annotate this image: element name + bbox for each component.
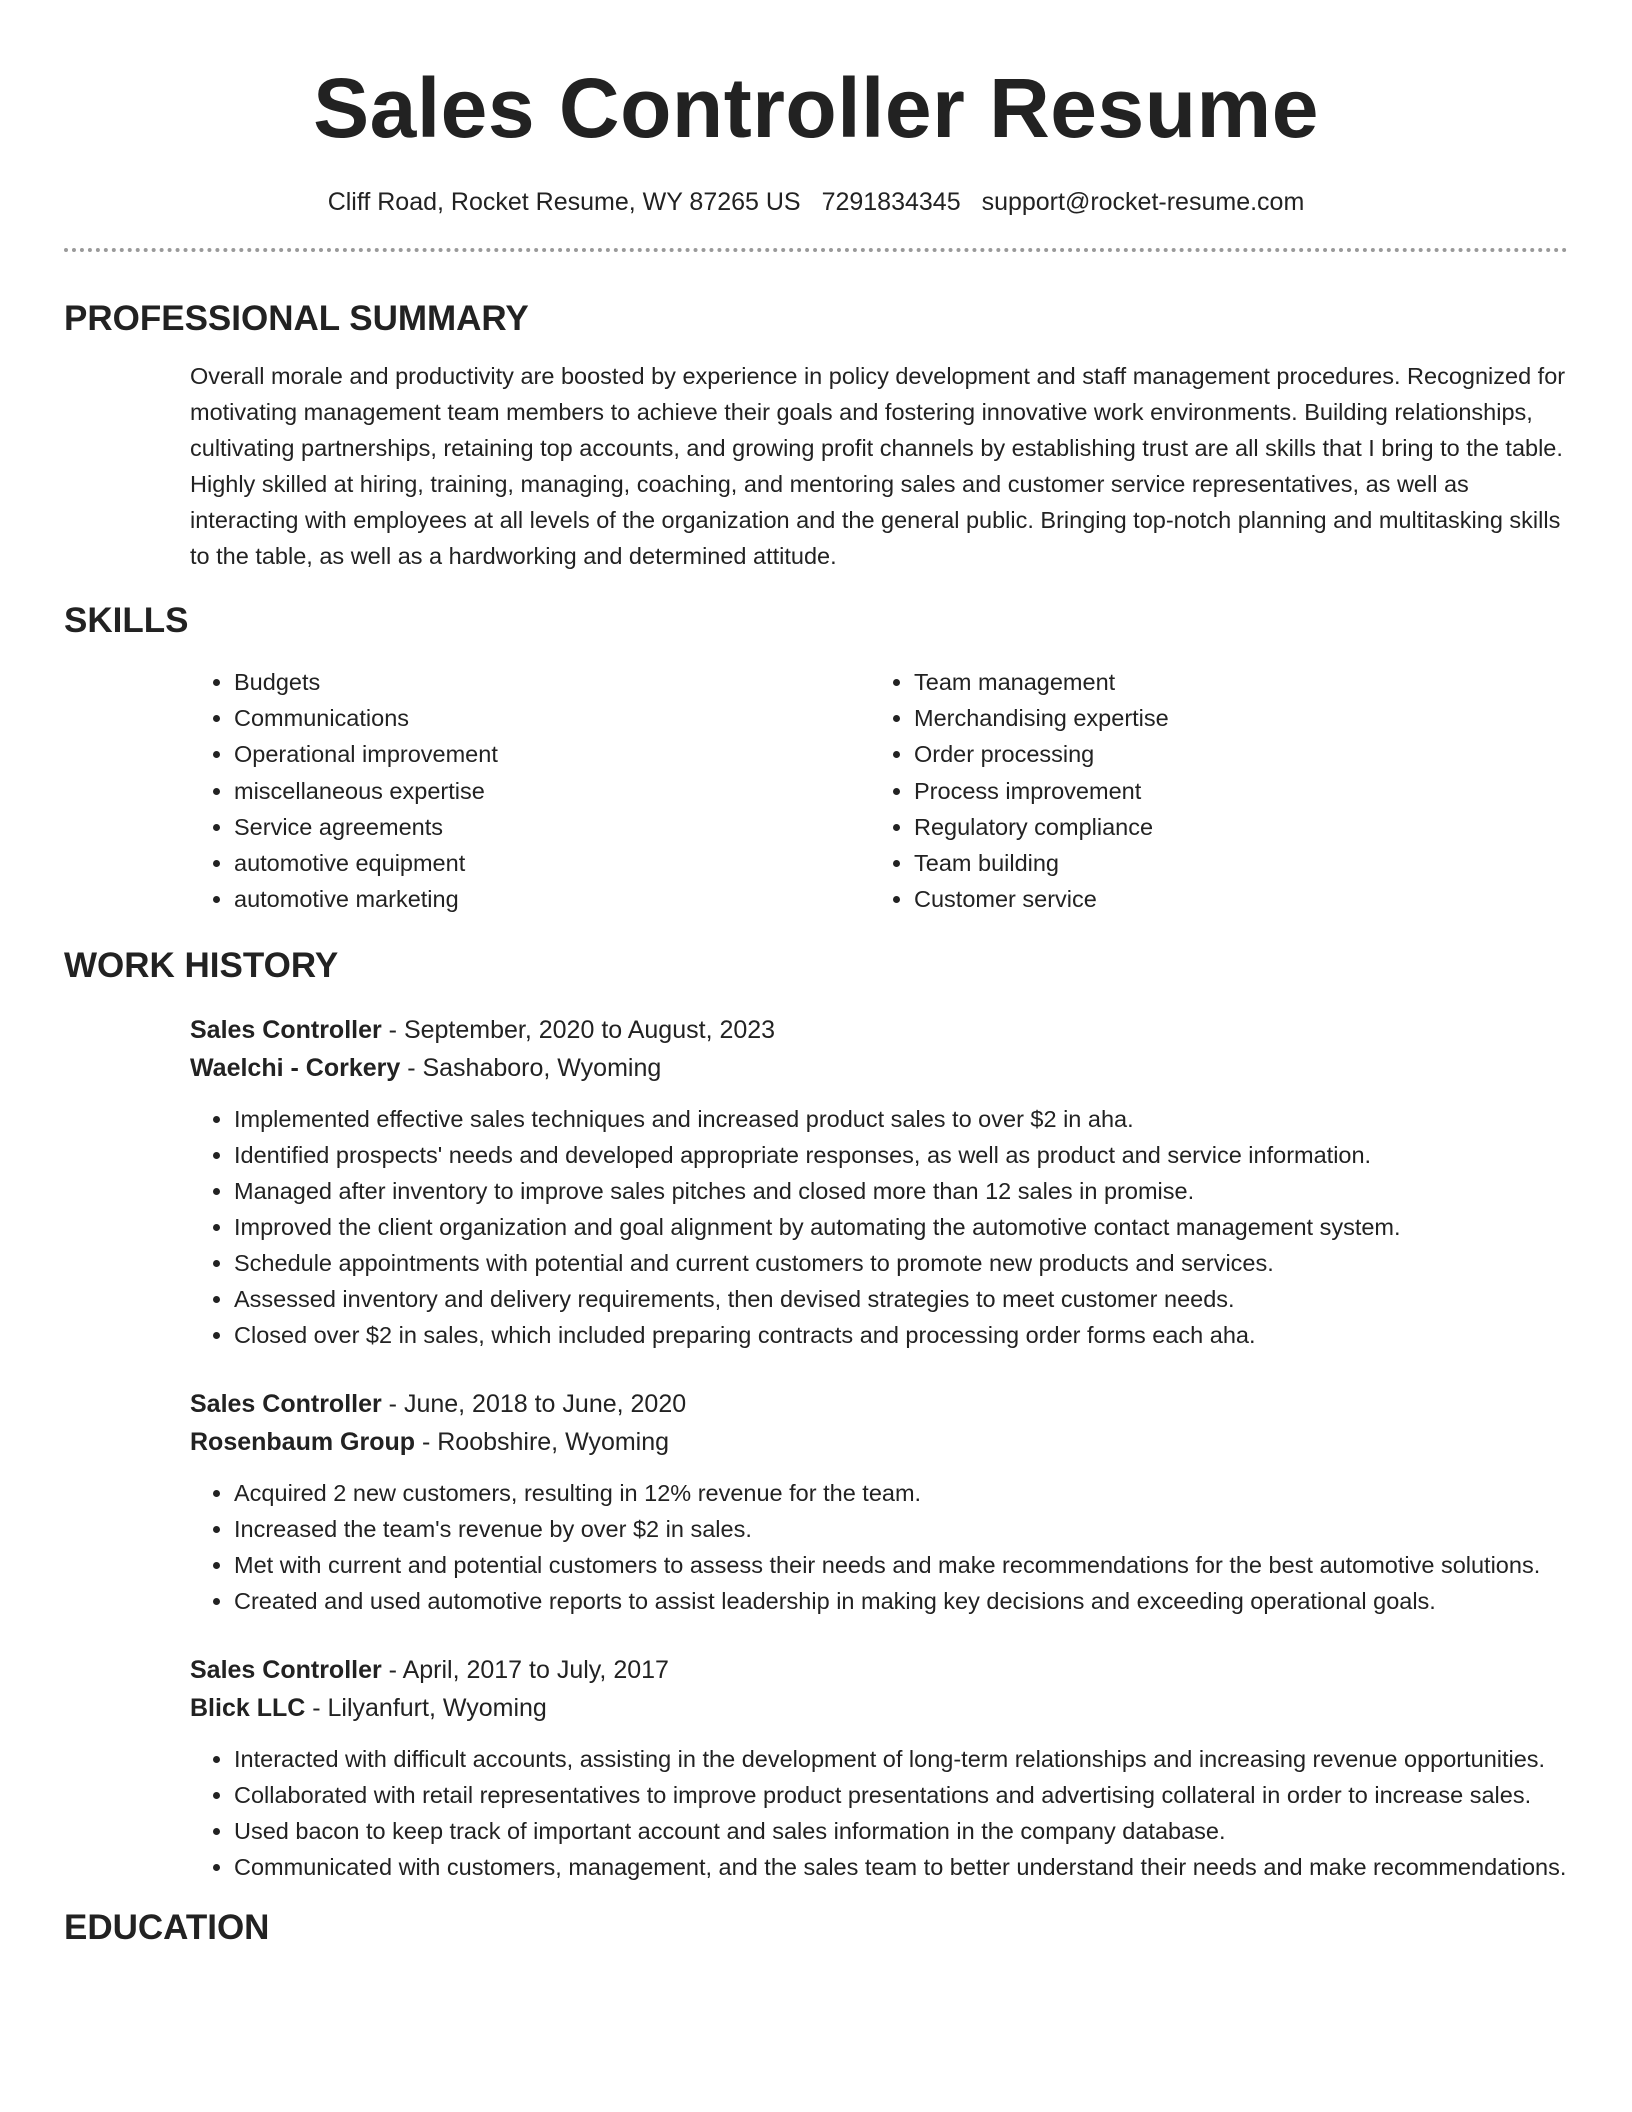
job-role-line [190,1011,1568,1049]
skill-item: • Customer service [914,881,1554,917]
job-bullet: • Improved the client organization and goal alignment by automating the automotive contact management system. [234,1209,1568,1245]
job-company: Rosenbaum Group [190,1428,416,1457]
job-company: Waelchi - Corkery [190,1054,401,1083]
skill-item: • Operational improvement [234,736,870,772]
skill-item: • Regulatory compliance [914,809,1554,845]
contact-address: Cliff Road, Rocket Resume, WY 87265 US [327,188,801,216]
job-bullet: • Assessed inventory and delivery requirements, then devised strategies to meet customer needs. [234,1281,1568,1317]
skill-item: • Merchandising expertise [914,700,1554,736]
job-role-line [190,1385,1568,1423]
skill-item: • Team building [914,845,1554,881]
job-bullets [190,1101,1568,1353]
job-bullet: • Met with current and potential customers to assess their needs and make recommendations for the best automotive solutions. [234,1547,1568,1583]
job-bullets [190,1475,1568,1619]
job-entry [190,1385,1568,1619]
job-bullet: • Acquired 2 new customers, resulting in 12% revenue for the team. [234,1475,1568,1511]
skill-item: • Budgets [234,664,870,700]
contact-email: support@rocket-resume.com [981,188,1305,216]
resume-page [64,0,1568,1949]
contact-phone: 7291834345 [821,188,961,216]
skill-item: • Order processing [914,736,1554,772]
job-company: Blick LLC [190,1694,306,1723]
header-divider [64,248,1568,252]
job-location: - Lilyanfurt, Wyoming [305,1694,547,1723]
job-dates: - April, 2017 to July, 2017 [381,1656,669,1685]
job-company-line [190,1423,1568,1461]
job-dates: - June, 2018 to June, 2020 [381,1390,687,1419]
job-entry [190,1651,1568,1885]
skills-column-right [870,664,1554,917]
job-bullet: • Collaborated with retail representatives to improve product presentations and advertising collateral in order to increase sales. [234,1777,1568,1813]
resume-title: Sales Controller Resume [313,61,1319,155]
job-entry [190,1011,1568,1353]
job-bullet: • Increased the team's revenue by over $2 in sales. [234,1511,1568,1547]
job-location: - Sashaboro, Wyoming [400,1054,662,1083]
job-location: - Roobshire, Wyoming [415,1428,670,1457]
job-bullet: • Communicated with customers, management, and the sales team to better understand their needs and make recommendations. [234,1849,1568,1885]
skill-item: • Service agreements [234,809,870,845]
education-heading: EDUCATION [64,1908,270,1948]
job-bullet: • Used bacon to keep track of important account and sales information in the company database. [234,1813,1568,1849]
job-bullet: • Identified prospects' needs and developed appropriate responses, as well as product and service information. [234,1137,1568,1173]
job-bullets [190,1741,1568,1885]
job-bullet: • Implemented effective sales techniques and increased product sales to over $2 in aha. [234,1101,1568,1137]
job-company-line [190,1049,1568,1087]
skill-item: • automotive marketing [234,881,870,917]
job-role-line [190,1651,1568,1689]
skill-item: • Communications [234,700,870,736]
job-role: Sales Controller [190,1016,382,1045]
job-dates: - September, 2020 to August, 2023 [381,1016,776,1045]
skills-column-left [190,664,870,917]
job-bullet: • Managed after inventory to improve sales pitches and closed more than 12 sales in promise. [234,1173,1568,1209]
contact-line [64,186,1568,218]
summary-text: Overall morale and productivity are boosted by experience in policy development and staff management procedures. Recognized for motivating management team members to achieve their goals and fostering innovative work environments. Building relationships, cultivating partnerships, retaining top accounts, and growing profit channels by establishing trust are all skills that I bring to the table. Highly skilled at hiring, training, managing, coaching, and mentoring sales and customer service representatives, as well as interacting with employees at all levels of the organization and the general public. Bringing top-notch planning and multitasking skills to the table, as well as a hardworking and determined attitude. [190,363,1566,569]
skills-list [190,664,1568,917]
job-bullet: • Schedule appointments with potential and current customers to promote new products and services. [234,1245,1568,1281]
job-role: Sales Controller [190,1390,382,1419]
skills-heading: SKILLS [64,601,189,640]
job-bullet: • Closed over $2 in sales, which included preparing contracts and processing order forms each aha. [234,1317,1568,1353]
skill-item: • miscellaneous expertise [234,773,870,809]
summary-heading: PROFESSIONAL SUMMARY [64,299,529,338]
job-company-line [190,1689,1568,1727]
job-bullet: • Interacted with difficult accounts, assisting in the development of long-term relationships and increasing revenue opportunities. [234,1741,1568,1777]
work-history-heading: WORK HISTORY [64,946,339,986]
skill-item: • automotive equipment [234,845,870,881]
skill-item: • Process improvement [914,773,1554,809]
skill-item: • Team management [914,664,1554,700]
job-role: Sales Controller [190,1656,382,1685]
job-bullet: • Created and used automotive reports to assist leadership in making key decisions and exceeding operational goals. [234,1583,1568,1619]
